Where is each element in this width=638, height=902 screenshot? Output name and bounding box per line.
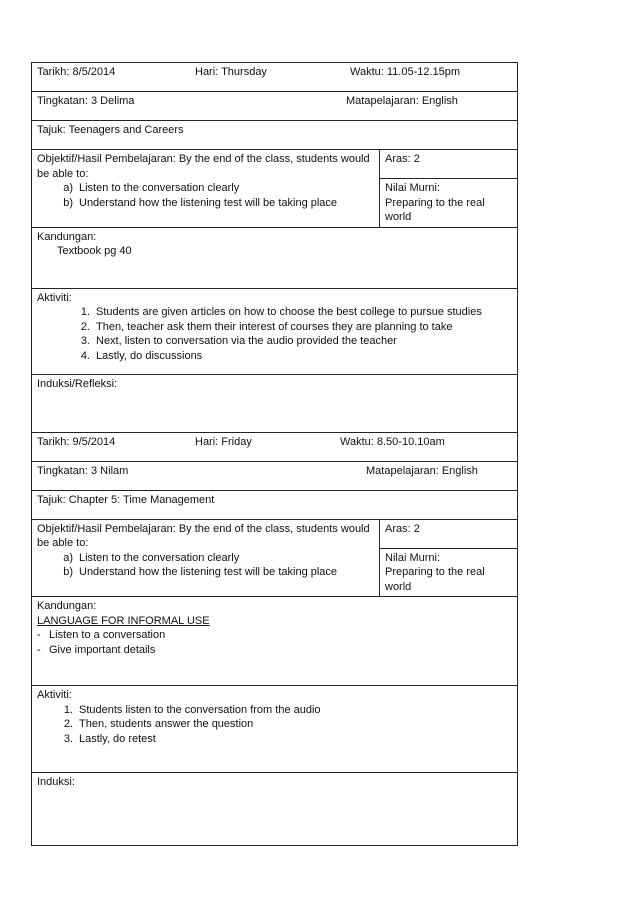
aras-field: Aras: 2 bbox=[380, 150, 518, 179]
aktiviti-item: 2. Then, teacher ask them their interest of courses they are planning to take bbox=[80, 320, 453, 333]
nilai-murni-cell bbox=[380, 179, 518, 228]
lesson-plan-table bbox=[31, 62, 518, 846]
lesson-2-class-row bbox=[32, 461, 518, 490]
matapelajaran-field: Matapelajaran: English bbox=[346, 95, 458, 107]
nilai-murni-value: Preparing to the real world bbox=[385, 566, 485, 593]
aktiviti-item: 1. Students are given articles on how to choose the best college to pursue studies bbox=[80, 306, 482, 318]
objective-item: a) Listen to the conversation clearly bbox=[63, 182, 240, 194]
aktiviti-item: 3. Lastly, do retest bbox=[63, 732, 156, 745]
kandungan-label: Kandungan: bbox=[37, 600, 97, 612]
hari-field: Hari: Friday bbox=[195, 435, 252, 448]
lesson-2-induksi-row bbox=[32, 773, 518, 846]
objektif-text: Objektif/Hasil Pembelajaran: By the end of the class, students would be able to: bbox=[37, 522, 370, 549]
objective-item: b) Understand how the listening test will be taking place bbox=[63, 566, 338, 578]
tajuk-field: Tajuk: Teenagers and Careers bbox=[32, 121, 518, 150]
lesson-1-aktiviti-row bbox=[32, 288, 518, 374]
lesson-2-objektif-row bbox=[32, 519, 518, 548]
aktiviti-label: Aktiviti: bbox=[37, 689, 72, 701]
lesson-2-kandungan-row bbox=[32, 597, 518, 686]
objective-item: b) Understand how the listening test will be taking place bbox=[63, 196, 338, 209]
aktiviti-item: 3. Next, listen to conversation via the audio provided the teacher bbox=[80, 335, 397, 347]
aktiviti-item: 2. Then, students answer the question bbox=[63, 718, 254, 730]
lesson-2-header-row bbox=[32, 432, 518, 461]
lesson-1-header-row bbox=[32, 63, 518, 92]
nilai-murni-value: Preparing to the real world bbox=[385, 196, 485, 223]
kandungan-cell bbox=[32, 227, 518, 288]
objektif-cell bbox=[32, 519, 380, 597]
aktiviti-item: 4. Lastly, do discussions bbox=[80, 349, 203, 362]
aras-field: Aras: 2 bbox=[380, 519, 518, 548]
objektif-cell bbox=[32, 150, 380, 228]
kandungan-item: - Give important details bbox=[37, 643, 156, 656]
tajuk-field: Tajuk: Chapter 5: Time Management bbox=[32, 490, 518, 519]
induksi-field: Induksi/Refleksi: bbox=[32, 374, 518, 432]
lesson-1-kandungan-row bbox=[32, 227, 518, 288]
nilai-murni-label: Nilai Murni: bbox=[385, 182, 441, 194]
objective-item: a) Listen to the conversation clearly bbox=[63, 551, 240, 564]
aktiviti-item: 1. Students listen to the conversation from the audio bbox=[63, 703, 321, 716]
kandungan-label: Kandungan: bbox=[37, 230, 97, 243]
nilai-murni-cell bbox=[380, 548, 518, 597]
tingkatan-field: Tingkatan: 3 Nilam bbox=[37, 464, 129, 477]
hari-field: Hari: Thursday bbox=[195, 66, 267, 78]
aktiviti-cell bbox=[32, 686, 518, 773]
waktu-field: Waktu: 8.50-10.10am bbox=[340, 435, 445, 448]
tingkatan-field: Tingkatan: 3 Delima bbox=[37, 95, 135, 107]
objektif-text: Objektif/Hasil Pembelajaran: By the end of the class, students would be able to: bbox=[37, 153, 370, 180]
lesson-plan-page bbox=[31, 62, 517, 846]
lesson-2-tajuk-row bbox=[32, 490, 518, 519]
kandungan-text: Textbook pg 40 bbox=[57, 245, 132, 257]
aktiviti-cell bbox=[32, 288, 518, 374]
kandungan-cell bbox=[32, 597, 518, 686]
lesson-1-induksi-row bbox=[32, 374, 518, 432]
induksi-field: Induksi: bbox=[32, 773, 518, 846]
waktu-field: Waktu: 11.05-12.15pm bbox=[350, 66, 461, 78]
nilai-murni-label: Nilai Murni: bbox=[385, 551, 441, 564]
tarikh-field: Tarikh: 8/5/2014 bbox=[37, 66, 116, 78]
lesson-1-class-row bbox=[32, 92, 518, 121]
lesson-1-objektif-row bbox=[32, 150, 518, 179]
matapelajaran-field: Matapelajaran: English bbox=[366, 464, 478, 477]
lesson-1-tajuk-row bbox=[32, 121, 518, 150]
tarikh-field: Tarikh: 9/5/2014 bbox=[37, 435, 116, 448]
aktiviti-label: Aktiviti: bbox=[37, 291, 72, 304]
kandungan-item: - Listen to a conversation bbox=[37, 629, 166, 641]
kandungan-heading: LANGUAGE FOR INFORMAL USE bbox=[37, 614, 210, 627]
lesson-2-aktiviti-row bbox=[32, 686, 518, 773]
